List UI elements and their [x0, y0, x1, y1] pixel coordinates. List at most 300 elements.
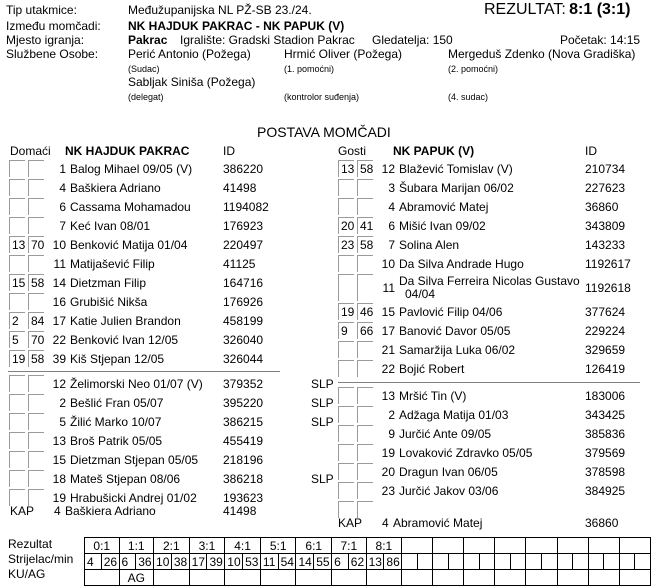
- player-row: [9, 350, 309, 368]
- player-row: [9, 470, 334, 488]
- player-id: 395220: [223, 396, 264, 410]
- player-id: 164716: [223, 276, 264, 290]
- player-row: [9, 217, 309, 235]
- minute-box: 70: [28, 236, 44, 253]
- goal-box: [338, 482, 354, 499]
- scoring-kuag-row: [85, 570, 651, 586]
- goal-scorer-cell: 4: [85, 554, 102, 570]
- player-name: Banović Davor 05/05: [399, 324, 511, 338]
- goal-box: [338, 425, 354, 442]
- player-name: Pavlović Filip 04/06: [399, 305, 503, 319]
- goal-scorer-cell: [433, 554, 449, 570]
- player-id: 378598: [585, 465, 626, 479]
- official-name: Hrmić Oliver (Požega): [284, 47, 403, 61]
- goal-kuag-cell: [557, 570, 588, 586]
- goal-score-cell: 2:1: [154, 538, 190, 554]
- player-name: Balog Mihael 09/05 (V): [70, 162, 193, 176]
- goal-box: [338, 198, 354, 215]
- goal-scorer-cell: 10: [154, 554, 172, 570]
- player-number: 7: [388, 238, 395, 252]
- goal-scorer-cell: 6: [119, 554, 136, 570]
- goal-box: [338, 444, 354, 461]
- player-number: 22: [381, 362, 395, 376]
- goal-score-cell: 4:1: [225, 538, 261, 554]
- player-name: Dragun Ivan 06/05: [399, 465, 498, 479]
- goal-minute-cell: 36: [136, 554, 154, 570]
- minute-box: [28, 470, 44, 487]
- lineup-title: POSTAVA MOMČADI: [257, 124, 391, 140]
- goal-kuag-cell: [402, 570, 433, 586]
- player-name: Mršić Tin (V): [399, 389, 467, 403]
- player-row: [338, 179, 638, 197]
- goal-box: [338, 387, 354, 404]
- player-name: Cassama Mohamadou: [70, 200, 191, 214]
- player-id: 210734: [585, 162, 626, 176]
- player-id: 1192618: [585, 281, 631, 295]
- minute-box: [28, 375, 44, 392]
- player-id: 36860: [585, 200, 619, 214]
- player-name: Bojić Robert: [399, 362, 465, 376]
- player-number: 16: [52, 295, 66, 309]
- official-name: Mergeduš Zdenko (Nova Gradiška): [448, 47, 636, 61]
- kickoff-time: Početak: 14:15: [560, 33, 641, 47]
- player-name: Dietzman Filip: [70, 276, 147, 290]
- minute-box: [357, 341, 373, 358]
- player-id: 343425: [585, 408, 626, 422]
- player-id: 329659: [585, 343, 626, 357]
- goal-minute-cell: 26: [101, 554, 119, 570]
- player-name: Mateš Stjepan 08/06: [70, 472, 181, 486]
- goal-score-cell: 7:1: [332, 538, 367, 554]
- official-role: (kontrolor suđenja): [284, 92, 360, 102]
- home-subs-divider: [8, 371, 280, 372]
- goal-score-cell: 5:1: [260, 538, 296, 554]
- goal-minute-cell: 62: [348, 554, 366, 570]
- player-number: 19: [52, 491, 66, 505]
- player-name: Baškiera Adriano: [70, 181, 161, 195]
- goal-score-cell: [402, 538, 433, 554]
- goal-box: [9, 198, 25, 215]
- scoring-scorer-label: Strijelac/min: [8, 552, 74, 566]
- goal-box: 5: [9, 331, 25, 348]
- player-name: Abramović Matej: [399, 200, 489, 214]
- goal-score-cell: 0:1: [85, 538, 120, 554]
- player-row: [9, 179, 309, 197]
- goal-score-cell: [619, 538, 650, 554]
- player-row: [9, 160, 309, 178]
- player-name: Solina Alen: [399, 238, 460, 252]
- player-id: 377624: [585, 305, 626, 319]
- player-id: 386218: [223, 472, 264, 486]
- player-id: 455419: [223, 434, 264, 448]
- goal-box: 13: [9, 236, 25, 253]
- minute-box: [357, 406, 373, 423]
- player-name: Samaržija Luka 06/02: [399, 343, 516, 357]
- goal-score-cell: [526, 538, 557, 554]
- player-row: [338, 406, 638, 424]
- goal-box: [338, 255, 354, 272]
- match-type-value: Međužupanijska NL PŽ-SB 23./24.: [128, 3, 312, 17]
- goal-kuag-cell: [495, 570, 526, 586]
- away-captain-num: 4: [382, 516, 389, 530]
- goal-minute-cell: 86: [384, 554, 402, 570]
- goal-score-cell: 8:1: [366, 538, 402, 554]
- goal-minute-cell: [448, 554, 464, 570]
- player-name: Bešlić Fran 05/07: [70, 396, 164, 410]
- player-row: [338, 160, 638, 178]
- player-name: Matijašević Filip: [70, 257, 155, 271]
- goal-box: [9, 451, 25, 468]
- official-role: (delegat): [128, 92, 164, 102]
- minute-box: [357, 387, 373, 404]
- goal-box: [338, 341, 354, 358]
- goal-minute-cell: 53: [243, 554, 261, 570]
- minute-box: [28, 413, 44, 430]
- teams-label: Između momčadi:: [6, 19, 101, 33]
- goal-scorer-cell: [619, 554, 635, 570]
- player-name: Benković Matija 01/04: [70, 238, 188, 252]
- player-row: [338, 425, 638, 443]
- player-name-cont: 04/04: [405, 287, 436, 301]
- player-id: 326044: [223, 352, 264, 366]
- goal-kuag-cell: [588, 570, 619, 586]
- player-row: [9, 293, 309, 311]
- goal-scorer-cell: [557, 554, 573, 570]
- player-row: [9, 394, 334, 412]
- goal-score-cell: [495, 538, 526, 554]
- minute-box: [357, 255, 373, 272]
- player-name: Keć Ivan 08/01: [70, 219, 151, 233]
- player-number: 17: [381, 324, 395, 338]
- player-number: 1: [59, 162, 66, 176]
- player-number: 18: [52, 472, 66, 486]
- player-number: 20: [381, 465, 395, 479]
- player-note: SLP: [311, 472, 334, 486]
- goal-scorer-cell: 10: [225, 554, 243, 570]
- player-number: 12: [381, 162, 395, 176]
- player-row: [338, 482, 638, 500]
- player-id: 385836: [585, 427, 626, 441]
- goal-kuag-cell: [85, 570, 120, 586]
- player-row: [338, 341, 638, 359]
- goal-kuag-cell: [619, 570, 650, 586]
- player-number: 4: [388, 200, 395, 214]
- player-id: 386215: [223, 415, 264, 429]
- player-name: Lovaković Zdravko 05/05: [399, 446, 533, 460]
- player-row: [338, 360, 638, 378]
- result-label: [484, 1, 630, 19]
- player-number: 17: [52, 314, 66, 328]
- goal-minute-cell: 38: [171, 554, 189, 570]
- goal-kuag-cell: [189, 570, 225, 586]
- minute-box: [28, 451, 44, 468]
- player-row: [9, 198, 309, 216]
- player-name: Jurčić Ante 09/05: [399, 427, 492, 441]
- player-number: 6: [59, 200, 66, 214]
- away-captain-name: Abramović Matej: [393, 516, 483, 530]
- goal-kuag-cell: [526, 570, 557, 586]
- minute-box: 41: [357, 217, 373, 234]
- player-number: 15: [381, 305, 395, 319]
- player-number: 2: [388, 408, 395, 422]
- goal-score-cell: 6:1: [296, 538, 332, 554]
- goal-minute-cell: [604, 554, 620, 570]
- player-number: 23: [381, 484, 395, 498]
- goal-kuag-cell: [332, 570, 367, 586]
- goal-box: [338, 274, 354, 301]
- player-number: 13: [381, 389, 395, 403]
- goal-box: 20: [338, 217, 354, 234]
- goal-score-cell: [433, 538, 464, 554]
- scoring-result-row: [85, 538, 651, 554]
- player-id: 379352: [223, 377, 264, 391]
- player-note: SLP: [311, 415, 334, 429]
- scoring-kuag-label: KU/AG: [8, 567, 46, 581]
- goal-minute-cell: [417, 554, 433, 570]
- player-number: 11: [382, 281, 395, 295]
- player-note: SLP: [311, 396, 334, 410]
- goal-scorer-cell: [402, 554, 418, 570]
- player-id: 379569: [585, 446, 626, 460]
- goal-kuag-cell: [154, 570, 190, 586]
- result-value: 8:1 (3:1): [569, 1, 631, 18]
- official-name: Sabljak Siniša (Požega): [128, 75, 256, 89]
- minute-box: [357, 274, 373, 301]
- player-id: 126419: [585, 362, 626, 376]
- away-captain-label: KAP: [338, 516, 363, 530]
- player-number: 5: [59, 415, 66, 429]
- player-row: [9, 413, 334, 431]
- player-number: 19: [381, 446, 395, 460]
- minute-box: 66: [357, 322, 373, 339]
- player-id: 193623: [223, 491, 264, 505]
- player-number: 10: [381, 257, 395, 271]
- player-id: 229224: [585, 324, 626, 338]
- player-row: [9, 255, 309, 273]
- player-row: [9, 375, 334, 393]
- minute-box: [28, 432, 44, 449]
- goal-minute-cell: [510, 554, 526, 570]
- player-id: 458199: [223, 314, 264, 328]
- venue-label: Mjesto igranja:: [6, 33, 85, 47]
- result-label-text: REZULTAT:: [484, 1, 566, 18]
- minute-box: [28, 255, 44, 272]
- goal-kuag-cell: [366, 570, 402, 586]
- player-id: 227623: [585, 181, 626, 195]
- player-note: SLP: [311, 377, 334, 391]
- away-id-header: ID: [585, 144, 597, 158]
- player-row: [338, 322, 638, 340]
- player-number: 7: [59, 219, 66, 233]
- goal-scorer-cell: 17: [189, 554, 207, 570]
- goal-score-cell: [588, 538, 619, 554]
- player-row: [338, 463, 638, 481]
- player-id: 41498: [223, 181, 257, 195]
- player-id: 218196: [223, 453, 264, 467]
- player-row: [338, 236, 638, 254]
- minute-box: [28, 179, 44, 196]
- player-name: Hrabušicki Andrej 01/02: [70, 491, 197, 505]
- player-name: Mišić Ivan 09/02: [399, 219, 486, 233]
- goal-scorer-cell: [495, 554, 511, 570]
- player-id: 1192617: [585, 257, 631, 271]
- scoring-scorer-row: [85, 554, 651, 570]
- goal-box: 23: [338, 236, 354, 253]
- goal-box: 19: [338, 303, 354, 320]
- minute-box: [357, 444, 373, 461]
- goal-box: [9, 255, 25, 272]
- player-name: Želimorski Neo 01/07 (V): [70, 377, 203, 391]
- player-name: Katie Julien Brandon: [70, 314, 181, 328]
- goal-box: [338, 360, 354, 377]
- venue-ground: Igralište: Gradski Stadion Pakrac: [180, 33, 355, 47]
- player-number: 12: [52, 377, 66, 391]
- player-number: 3: [388, 181, 395, 195]
- player-name: Da Silva Andrade Hugo: [399, 257, 524, 271]
- goal-scorer-cell: 6: [332, 554, 349, 570]
- goal-kuag-cell: [260, 570, 296, 586]
- player-row: [338, 255, 638, 273]
- player-number: 6: [388, 219, 395, 233]
- minute-box: [357, 179, 373, 196]
- minute-box: [357, 198, 373, 215]
- player-number: 22: [52, 333, 66, 347]
- goal-box: 13: [338, 160, 354, 177]
- player-name: Jurčić Jakov 03/06: [399, 484, 499, 498]
- player-number: 4: [59, 181, 66, 195]
- player-number: 10: [52, 238, 66, 252]
- goal-score-cell: 3:1: [189, 538, 225, 554]
- goal-scorer-cell: [526, 554, 542, 570]
- spectators: Gledatelja: 150: [372, 33, 453, 47]
- goal-kuag-cell: [296, 570, 332, 586]
- teams-value: NK HAJDUK PAKRAC - NK PAPUK (V): [128, 19, 345, 33]
- official-role: (1. pomoćni): [284, 64, 335, 74]
- player-row: [338, 387, 638, 405]
- goal-box: [9, 160, 25, 177]
- player-name: Kiš Stjepan 12/05: [70, 352, 165, 366]
- minute-box: [357, 482, 373, 499]
- player-row: [338, 303, 638, 321]
- away-side-label: Gosti: [338, 144, 367, 158]
- player-number: 21: [381, 343, 395, 357]
- player-row: [338, 274, 638, 302]
- minute-box: [28, 198, 44, 215]
- goal-minute-cell: [479, 554, 495, 570]
- goal-box: [9, 375, 25, 392]
- goal-kuag-cell: [464, 570, 495, 586]
- minute-box: [28, 293, 44, 310]
- player-id: 326040: [223, 333, 264, 347]
- goal-box: [338, 406, 354, 423]
- player-id: 176926: [223, 295, 264, 309]
- player-number: 2: [59, 396, 66, 410]
- player-id: 220497: [223, 238, 264, 252]
- home-captain-name: Baškiera Adriano: [65, 504, 156, 518]
- scoring-result-label: Rezultat: [8, 537, 53, 551]
- player-row: [9, 274, 309, 292]
- player-row: [9, 312, 309, 330]
- goal-box: [9, 470, 25, 487]
- goal-minute-cell: 55: [314, 554, 332, 570]
- goal-box: [9, 293, 25, 310]
- goal-box: 9: [338, 322, 354, 339]
- player-id: 386220: [223, 162, 264, 176]
- player-name: Žilić Marko 10/07: [70, 415, 162, 429]
- player-name: Šubara Marijan 06/02: [399, 181, 514, 195]
- minute-box: 58: [357, 160, 373, 177]
- minute-box: [28, 160, 44, 177]
- minute-box: [357, 425, 373, 442]
- goal-scorer-cell: 11: [260, 554, 278, 570]
- player-id: 41125: [223, 257, 256, 271]
- minute-box: [357, 360, 373, 377]
- player-name: Grubišić Nikša: [70, 295, 148, 309]
- goal-kuag-cell: [225, 570, 261, 586]
- goal-score-cell: 1:1: [119, 538, 154, 554]
- goal-box: 15: [9, 274, 25, 291]
- player-row: [338, 217, 638, 235]
- player-row: [9, 236, 309, 254]
- goal-box: [9, 432, 25, 449]
- goal-minute-cell: [541, 554, 557, 570]
- goal-box: [338, 179, 354, 196]
- official-name: Perić Antonio (Požega): [128, 47, 251, 61]
- goal-scorer-cell: 14: [296, 554, 314, 570]
- minute-box: 84: [28, 312, 44, 329]
- goal-box: 19: [9, 350, 25, 367]
- goal-scorer-cell: [588, 554, 604, 570]
- match-type-label: Tip utakmice:: [6, 3, 77, 17]
- player-number: 15: [52, 453, 66, 467]
- player-name: Adžaga Matija 01/03: [399, 408, 509, 422]
- player-id: 183006: [585, 389, 626, 403]
- minute-box: 58: [357, 236, 373, 253]
- officials-label: Službene Osobe:: [6, 47, 99, 61]
- player-name: Broš Patrik 05/05: [70, 434, 163, 448]
- minute-box: [357, 463, 373, 480]
- player-row: [9, 451, 309, 469]
- minute-box: 70: [28, 331, 44, 348]
- scoring-table: [84, 537, 651, 586]
- goal-box: [9, 217, 25, 234]
- goal-box: [9, 413, 25, 430]
- goal-scorer-cell: [464, 554, 480, 570]
- player-id: 1194082: [223, 200, 269, 214]
- player-row: [9, 432, 309, 450]
- venue-city: Pakrac: [128, 33, 168, 47]
- goal-minute-cell: [635, 554, 651, 570]
- goal-minute-cell: 54: [278, 554, 296, 570]
- home-captain-num: 4: [54, 504, 61, 518]
- minute-box: 46: [357, 303, 373, 320]
- minute-box: [28, 217, 44, 234]
- away-team-name: NK PAPUK (V): [393, 144, 475, 158]
- player-id: 343809: [585, 219, 626, 233]
- player-name: Benković Ivan 12/05: [70, 333, 179, 347]
- goal-score-cell: [464, 538, 495, 554]
- player-row: [338, 444, 638, 462]
- player-number: 13: [52, 434, 66, 448]
- goal-kuag-cell: AG: [119, 570, 154, 586]
- player-name: Blažević Tomislav (V): [399, 162, 513, 176]
- goal-box: [9, 394, 25, 411]
- player-row: [338, 198, 638, 216]
- home-captain-id: 41498: [223, 504, 257, 518]
- player-name: Da Silva Ferreira Nicolas Gustavo: [399, 274, 580, 288]
- player-name: Dietzman Stjepan 05/05: [70, 453, 199, 467]
- player-number: 14: [52, 276, 66, 290]
